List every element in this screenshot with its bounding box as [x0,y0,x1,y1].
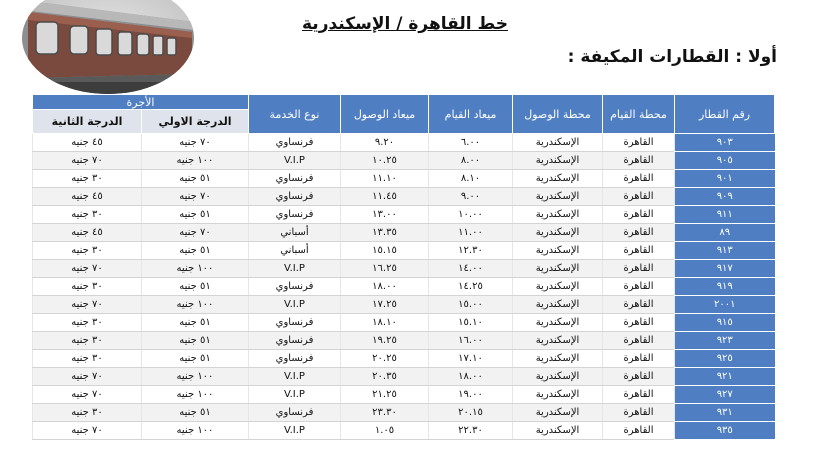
arrival-station-cell: الإسكندرية [513,296,603,314]
table-row [33,404,775,422]
arrival-time-cell: ١٣.٣٥ [341,224,429,242]
second-class-fare-cell: ٧٠ جنيه [33,386,142,404]
first-class-fare-cell: ٧٠ جنيه [142,134,249,152]
departure-station-cell: القاهرة [603,368,675,386]
arrival-time-cell: ٢٠.٢٥ [341,350,429,368]
header-departure-time: ميعاد القيام [429,95,513,134]
table-header-row [33,95,775,110]
train-number-cell: ٩٣١ [675,404,775,422]
first-class-fare-cell: ١٠٠ جنيه [142,422,249,440]
service-type-cell: V.I.P [249,422,341,440]
train-number-cell: ٩٠٣ [675,134,775,152]
arrival-time-cell: ١٥.١٥ [341,242,429,260]
service-type-cell: V.I.P [249,368,341,386]
train-number-cell: ٢٠٠١ [675,296,775,314]
arrival-station-cell: الإسكندرية [513,206,603,224]
arrival-time-cell: ١١.١٠ [341,170,429,188]
table-row [33,242,775,260]
header-fare: الأجرة [33,95,249,110]
second-class-fare-cell: ٤٥ جنيه [33,224,142,242]
train-number-cell: ٩٢٥ [675,350,775,368]
arrival-time-cell: ٢٠.٣٥ [341,368,429,386]
departure-time-cell: ١٧.١٠ [429,350,513,368]
first-class-fare-cell: ٥١ جنيه [142,332,249,350]
arrival-station-cell: الإسكندرية [513,170,603,188]
arrival-station-cell: الإسكندرية [513,332,603,350]
second-class-fare-cell: ٣٠ جنيه [33,278,142,296]
table-row [33,314,775,332]
first-class-fare-cell: ٧٠ جنيه [142,188,249,206]
service-type-cell: فرنساوي [249,134,341,152]
departure-station-cell: القاهرة [603,224,675,242]
train-number-cell: ٨٩ [675,224,775,242]
second-class-fare-cell: ٣٠ جنيه [33,350,142,368]
departure-station-cell: القاهرة [603,134,675,152]
service-type-cell: فرنساوي [249,314,341,332]
departure-station-cell: القاهرة [603,350,675,368]
departure-station-cell: القاهرة [603,386,675,404]
departure-station-cell: القاهرة [603,422,675,440]
second-class-fare-cell: ٣٠ جنيه [33,170,142,188]
second-class-fare-cell: ٣٠ جنيه [33,206,142,224]
service-type-cell: V.I.P [249,296,341,314]
departure-time-cell: ٢٠.١٥ [429,404,513,422]
table-row [33,152,775,170]
train-car-image [22,0,194,94]
departure-time-cell: ١٩.٠٠ [429,386,513,404]
second-class-fare-cell: ٧٠ جنيه [33,368,142,386]
arrival-time-cell: ١٧.٢٥ [341,296,429,314]
train-number-cell: ٩١٩ [675,278,775,296]
second-class-fare-cell: ٧٠ جنيه [33,296,142,314]
departure-station-cell: القاهرة [603,332,675,350]
service-type-cell: فرنساوي [249,170,341,188]
first-class-fare-cell: ٥١ جنيه [142,242,249,260]
second-class-fare-cell: ٣٠ جنيه [33,332,142,350]
train-number-cell: ٩١١ [675,206,775,224]
first-class-fare-cell: ٥١ جنيه [142,314,249,332]
table-row [33,224,775,242]
arrival-station-cell: الإسكندرية [513,152,603,170]
departure-time-cell: ١٠.٠٠ [429,206,513,224]
second-class-fare-cell: ٣٠ جنيه [33,404,142,422]
header-first-class: الدرجة الاولي [142,110,249,134]
arrival-time-cell: ١٨.١٠ [341,314,429,332]
header-train-number: رقم القطار [675,95,775,134]
arrival-time-cell: ١٦.٢٥ [341,260,429,278]
service-type-cell: فرنساوي [249,278,341,296]
departure-time-cell: ٨.٠٠ [429,152,513,170]
departure-station-cell: القاهرة [603,170,675,188]
table-row [33,422,775,440]
service-type-cell: أسباني [249,242,341,260]
first-class-fare-cell: ٥١ جنيه [142,278,249,296]
arrival-station-cell: الإسكندرية [513,368,603,386]
table-row [33,260,775,278]
departure-time-cell: ٦.٠٠ [429,134,513,152]
service-type-cell: V.I.P [249,386,341,404]
departure-time-cell: ١٤.٢٥ [429,278,513,296]
table-row [33,278,775,296]
second-class-fare-cell: ٤٥ جنيه [33,188,142,206]
first-class-fare-cell: ٧٠ جنيه [142,224,249,242]
table-row [33,188,775,206]
departure-time-cell: ٢٢.٣٠ [429,422,513,440]
first-class-fare-cell: ١٠٠ جنيه [142,260,249,278]
departure-station-cell: القاهرة [603,296,675,314]
header-departure-station: محطة القيام [603,95,675,134]
departure-station-cell: القاهرة [603,152,675,170]
second-class-fare-cell: ٧٠ جنيه [33,260,142,278]
train-number-cell: ٩٠١ [675,170,775,188]
departure-time-cell: ١٥.٠٠ [429,296,513,314]
first-class-fare-cell: ١٠٠ جنيه [142,368,249,386]
service-type-cell: أسباني [249,224,341,242]
first-class-fare-cell: ٥١ جنيه [142,350,249,368]
second-class-fare-cell: ٤٥ جنيه [33,134,142,152]
arrival-time-cell: ٢١.٢٥ [341,386,429,404]
table-row [33,170,775,188]
departure-time-cell: ١٨.٠٠ [429,368,513,386]
table-row [33,134,775,152]
arrival-time-cell: ١٣.٠٠ [341,206,429,224]
first-class-fare-cell: ١٠٠ جنيه [142,296,249,314]
arrival-station-cell: الإسكندرية [513,278,603,296]
first-class-fare-cell: ٥١ جنيه [142,404,249,422]
departure-time-cell: ١٤.٠٠ [429,260,513,278]
section-subtitle: أولا : القطارات المكيفة : [567,47,777,67]
service-type-cell: فرنساوي [249,206,341,224]
service-type-cell: فرنساوي [249,188,341,206]
arrival-station-cell: الإسكندرية [513,314,603,332]
arrival-time-cell: ١.٠٥ [341,422,429,440]
service-type-cell: فرنساوي [249,332,341,350]
arrival-station-cell: الإسكندرية [513,242,603,260]
departure-time-cell: ١٥.١٠ [429,314,513,332]
table-row [33,350,775,368]
train-number-cell: ٩٠٩ [675,188,775,206]
arrival-station-cell: الإسكندرية [513,224,603,242]
train-number-cell: ٩٢٧ [675,386,775,404]
departure-time-cell: ٨.١٠ [429,170,513,188]
header-arrival-time: ميعاد الوصول [341,95,429,134]
arrival-station-cell: الإسكندرية [513,260,603,278]
arrival-time-cell: ٩.٢٠ [341,134,429,152]
page-title: خط القاهرة / الإسكندرية [302,14,508,34]
second-class-fare-cell: ٧٠ جنيه [33,422,142,440]
arrival-station-cell: الإسكندرية [513,386,603,404]
arrival-time-cell: ١٩.٢٥ [341,332,429,350]
table-row [33,332,775,350]
table-row [33,386,775,404]
arrival-station-cell: الإسكندرية [513,422,603,440]
second-class-fare-cell: ٣٠ جنيه [33,242,142,260]
arrival-station-cell: الإسكندرية [513,134,603,152]
departure-time-cell: ١٢.٣٠ [429,242,513,260]
departure-station-cell: القاهرة [603,242,675,260]
second-class-fare-cell: ٣٠ جنيه [33,314,142,332]
second-class-fare-cell: ٧٠ جنيه [33,152,142,170]
table-row [33,296,775,314]
service-type-cell: V.I.P [249,260,341,278]
arrival-station-cell: الإسكندرية [513,350,603,368]
header-arrival-station: محطة الوصول [513,95,603,134]
train-number-cell: ٩٢١ [675,368,775,386]
service-type-cell: فرنساوي [249,350,341,368]
departure-station-cell: القاهرة [603,206,675,224]
departure-time-cell: ١١.٠٠ [429,224,513,242]
train-number-cell: ٩١٧ [675,260,775,278]
header-second-class: الدرجة الثانية [33,110,142,134]
arrival-time-cell: ١١.٤٥ [341,188,429,206]
arrival-time-cell: ١٨.٠٠ [341,278,429,296]
service-type-cell: فرنساوي [249,404,341,422]
first-class-fare-cell: ٥١ جنيه [142,206,249,224]
arrival-station-cell: الإسكندرية [513,404,603,422]
train-number-cell: ٩٢٣ [675,332,775,350]
train-number-cell: ٩١٥ [675,314,775,332]
departure-station-cell: القاهرة [603,404,675,422]
first-class-fare-cell: ٥١ جنيه [142,170,249,188]
departure-station-cell: القاهرة [603,260,675,278]
arrival-time-cell: ١٠.٢٥ [341,152,429,170]
departure-time-cell: ١٦.٠٠ [429,332,513,350]
departure-station-cell: القاهرة [603,314,675,332]
train-photo [22,0,194,94]
first-class-fare-cell: ١٠٠ جنيه [142,386,249,404]
header-service-type: نوع الخدمة [249,95,341,134]
arrival-station-cell: الإسكندرية [513,188,603,206]
train-schedule-table [32,94,775,440]
departure-station-cell: القاهرة [603,278,675,296]
departure-station-cell: القاهرة [603,188,675,206]
train-number-cell: ٩٣٥ [675,422,775,440]
arrival-time-cell: ٢٣.٣٠ [341,404,429,422]
train-number-cell: ٩٠٥ [675,152,775,170]
first-class-fare-cell: ١٠٠ جنيه [142,152,249,170]
service-type-cell: V.I.P [249,152,341,170]
table-row [33,368,775,386]
train-number-cell: ٩١٣ [675,242,775,260]
table-row [33,206,775,224]
departure-time-cell: ٩.٠٠ [429,188,513,206]
